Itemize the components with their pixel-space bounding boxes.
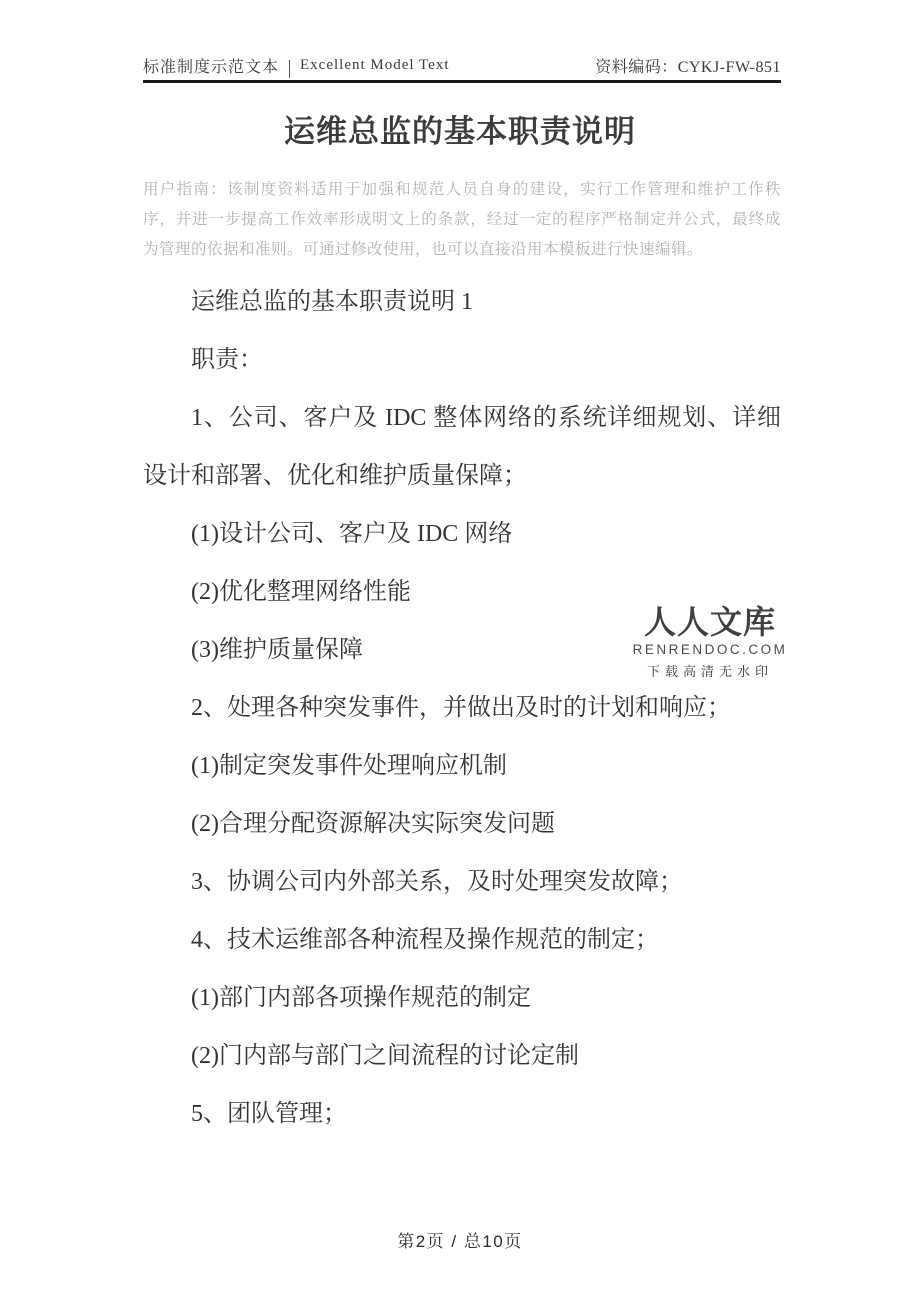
body-paragraph: 职责： bbox=[191, 347, 263, 373]
body-paragraph: 5、团队管理； bbox=[191, 1101, 347, 1127]
body-paragraph: (1)设计公司、客户及 IDC 网络 bbox=[191, 521, 513, 547]
header-divider bbox=[289, 60, 290, 78]
body-paragraph: (2)优化整理网络性能 bbox=[191, 579, 411, 605]
header-title-en: Excellent Model Text bbox=[300, 57, 450, 73]
watermark-domain: RENRENDOC.COM bbox=[632, 642, 788, 657]
watermark bbox=[630, 604, 790, 680]
header-left bbox=[143, 54, 450, 77]
page-title: 运维总监的基本职责说明 bbox=[284, 114, 636, 149]
document-body bbox=[143, 273, 781, 1143]
page-header bbox=[143, 54, 781, 77]
body-paragraph: (1)部门内部各项操作规范的制定 bbox=[191, 985, 531, 1011]
user-guide-paragraph: 用户指南：该制度资料适用于加强和规范人员自身的建设，实行工作管理和维护工作秩序，并进一步提高工作效率形成明文上的条款，经过一定的程序严格制定并公式，最终成为管理的依据和准则。可通过修改使用，也可以直接沿用本模板进行快速编辑。 bbox=[143, 181, 781, 258]
body-paragraph: 1、公司、客户及 IDC 整体网络的系统详细规划、详细设计和部署、优化和维护质量保障； bbox=[143, 405, 781, 489]
watermark-brand: 人人文库 bbox=[643, 604, 776, 640]
body-paragraph: 4、技术运维部各种流程及操作规范的制定； bbox=[191, 927, 659, 953]
body-paragraph: (1)制定突发事件处理响应机制 bbox=[191, 753, 507, 779]
page-number: 第2页 / 总10页 bbox=[397, 1232, 523, 1251]
body-paragraph: (3)维护质量保障 bbox=[191, 637, 363, 663]
header-title-cn: 标准制度示范文本 bbox=[143, 59, 280, 76]
body-paragraph: 3、协调公司内外部关系，及时处理突发故障； bbox=[191, 869, 683, 895]
body-paragraph: 2、处理各种突发事件，并做出及时的计划和响应； bbox=[191, 695, 731, 721]
watermark-slogan: 下载高清无水印 bbox=[646, 664, 773, 679]
body-paragraph: 运维总监的基本职责说明 1 bbox=[191, 289, 473, 315]
header-rule bbox=[143, 80, 781, 83]
body-paragraph: (2)合理分配资源解决实际突发问题 bbox=[191, 811, 555, 837]
body-paragraph: (2)门内部与部门之间流程的讨论定制 bbox=[191, 1043, 579, 1069]
document-code: 资料编码：CYKJ-FW-851 bbox=[595, 59, 781, 76]
